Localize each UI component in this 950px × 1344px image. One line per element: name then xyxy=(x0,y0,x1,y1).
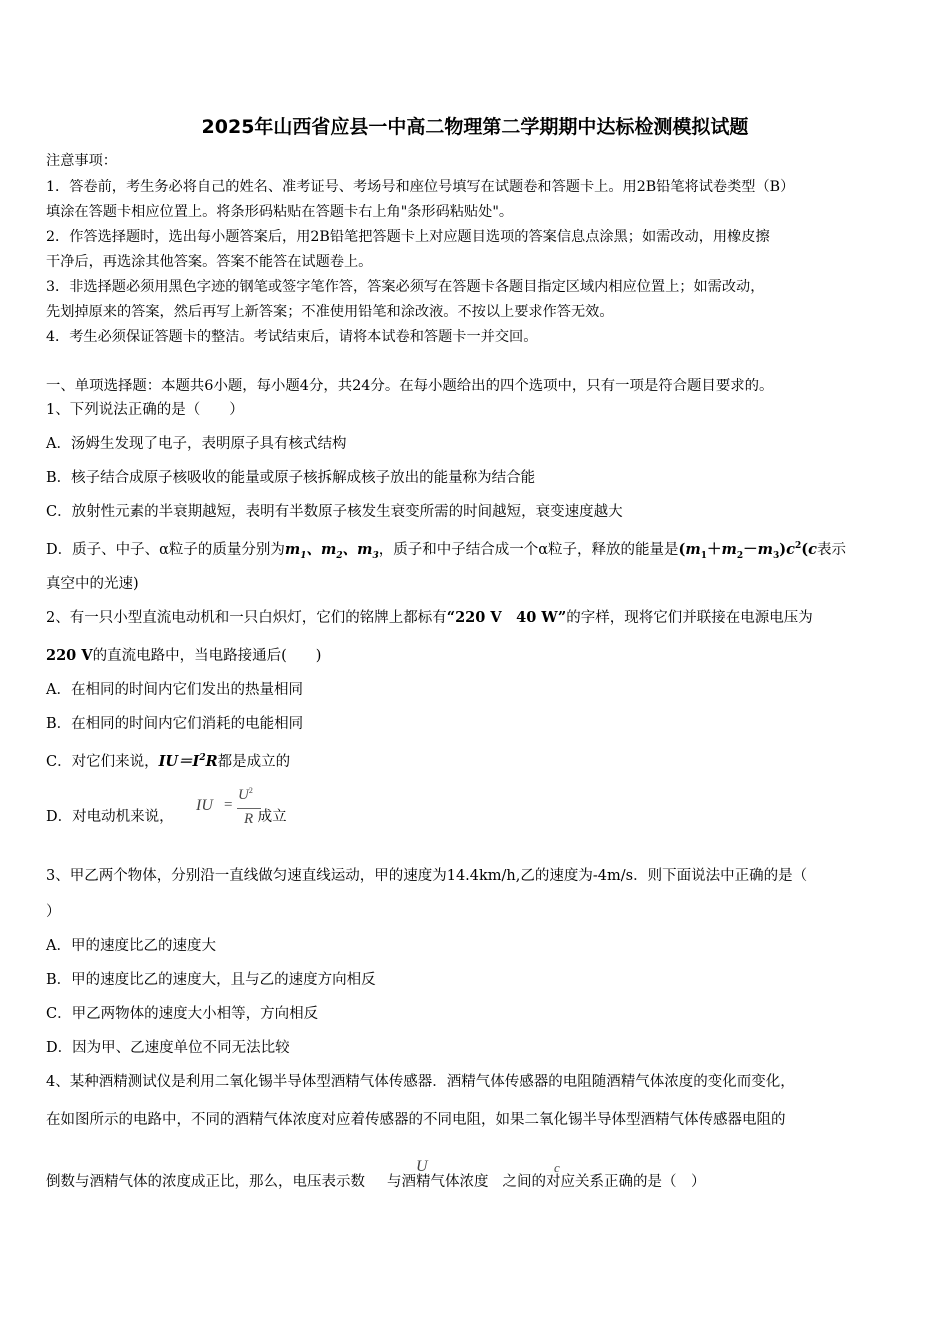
option-d-mid: ，质子和中子结合成一个α粒子，释放的能量是 xyxy=(378,541,679,558)
stem-text: 的字样，现将它们并联接在电源电压为 xyxy=(566,610,813,626)
question-2-stem xyxy=(46,609,813,627)
voltage-variable: U xyxy=(416,1158,428,1175)
notice-line: 4．考生必须保证答题卡的整洁。考试结束后，请将本试卷和答题卡一并交回。 xyxy=(46,329,538,345)
question-3-stem-cont: ） xyxy=(46,904,61,920)
stem-text: 2、有一只小型直流电动机和一只白炽灯，它们的铭牌上都标有 xyxy=(46,610,447,626)
question-4-stem-cont: 在如图所示的电路中，不同的酒精气体浓度对应着传感器的不同电阻，如果二氧化锡半导体型酒精气体传感器电阻的 xyxy=(46,1112,786,1128)
notice-line: 2．作答选择题时，选出每小题答案后，用2B铅笔把答题卡上对应题目选项的答案信息点涂黑；如需改动，用橡皮擦 xyxy=(46,229,770,245)
question-1-option-a: A．汤姆生发现了电子，表明原子具有核式结构 xyxy=(46,436,347,452)
question-2-option-b: B．在相同的时间内它们消耗的电能相同 xyxy=(46,716,304,732)
stem-text: 与酒精气体浓度 xyxy=(387,1174,489,1190)
option-d-prefix: D．对电动机来说， xyxy=(46,809,174,825)
voltage-label: 220 V xyxy=(46,647,93,664)
stem-text: 之间的对应关系正确的是（ ） xyxy=(502,1174,706,1190)
question-3-option-d: D．因为甲、乙速度单位不同无法比较 xyxy=(46,1040,290,1056)
option-d-suffix: 表示 xyxy=(816,541,846,558)
formula-numerator: $U^2$ xyxy=(238,786,253,803)
question-2-option-c xyxy=(46,749,290,771)
energy-formula: $(m_1+m_2-m_3)c^2(c$ xyxy=(678,540,817,561)
notice-line: 3．非选择题必须用黑色字迹的钢笔或签字笔作答，答案必须写在答题卡各题目指定区域内相应位置上；如需改动， xyxy=(46,279,765,295)
question-3-option-b: B．甲的速度比乙的速度大，且与乙的速度方向相反 xyxy=(46,972,376,988)
notice-line: 填涂在答题卡相应位置上。将条形码粘贴在答题卡右上角"条形码粘贴处"。 xyxy=(46,204,514,220)
question-1-option-d-cont: 真空中的光速) xyxy=(46,576,139,592)
mass-symbols: $m_1$、$m_2$、$m_3$ xyxy=(284,540,379,561)
option-d-suffix: 成立 xyxy=(257,809,287,825)
question-3-option-c: C．甲乙两物体的速度大小相等，方向相反 xyxy=(46,1006,319,1022)
stem-text: 的直流电路中，当电路接通后( ) xyxy=(92,648,322,664)
question-1-option-d xyxy=(46,537,846,565)
question-3-option-a: A．甲的速度比乙的速度大 xyxy=(46,938,216,954)
question-4-stem: 4、某种酒精测试仪是利用二氧化锡半导体型酒精气体传感器．酒精气体传感器的电阻随酒精气体浓度的变化而变化， xyxy=(46,1074,795,1090)
question-1-option-b: B．核子结合成原子核吸收的能量或原子核拆解成核子放出的能量称为结合能 xyxy=(46,470,536,486)
option-c-suffix: 都是成立的 xyxy=(217,753,291,770)
fraction-bar xyxy=(237,808,261,809)
stem-text: 倒数与酒精气体的浓度成正比，那么，电压表示数 xyxy=(46,1174,365,1190)
question-1-stem: 1、下列说法正确的是（ ） xyxy=(46,402,244,418)
question-3-stem: 3、甲乙两个物体，分别沿一直线做匀速直线运动，甲的速度为14.4km/h,乙的速度为-4m/s．则下面说法中正确的是（ xyxy=(46,868,808,884)
concentration-variable: c xyxy=(554,1160,560,1175)
notice-line: 先划掉原来的答案，然后再写上新答案；不准使用铅笔和涂改液。不按以上要求作答无效。 xyxy=(46,304,614,320)
formula-denominator: R xyxy=(244,811,254,827)
notice-line: 1．答卷前，考生务必将自己的姓名、准考证号、考场号和座位号填写在试题卷和答题卡上。用2B铅笔将试卷类型（B） xyxy=(46,179,795,195)
notice-line: 干净后，再选涂其他答案。答案不能答在试题卷上。 xyxy=(46,254,373,270)
power-formula: $IU=I^2R$ xyxy=(158,752,218,770)
option-d-prefix: D．质子、中子、α粒子的质量分别为 xyxy=(46,541,285,558)
page-title: 2025年山西省应县一中高二物理第二学期期中达标检测模拟试题 xyxy=(201,116,749,138)
question-4-stem-cont xyxy=(46,1173,706,1191)
question-1-option-c: C．放射性元素的半衰期越短，表明有半数原子核发生衰变所需的时间越短，衰变速度越大 xyxy=(46,504,623,520)
formula-iu: IU xyxy=(196,797,213,814)
question-2-stem-cont xyxy=(46,647,321,665)
notice-heading: 注意事项： xyxy=(46,153,117,169)
question-2-option-a: A．在相同的时间内它们发出的热量相同 xyxy=(46,682,303,698)
rating-label: “220 V 40 W” xyxy=(446,609,567,626)
formula-equals: = xyxy=(224,797,233,813)
section-heading: 一、单项选择题：本题共6小题，每小题4分，共24分。在每小题给出的四个选项中，只有一项是符合题目要求的。 xyxy=(46,378,774,394)
option-c-prefix: C．对它们来说， xyxy=(46,753,159,770)
